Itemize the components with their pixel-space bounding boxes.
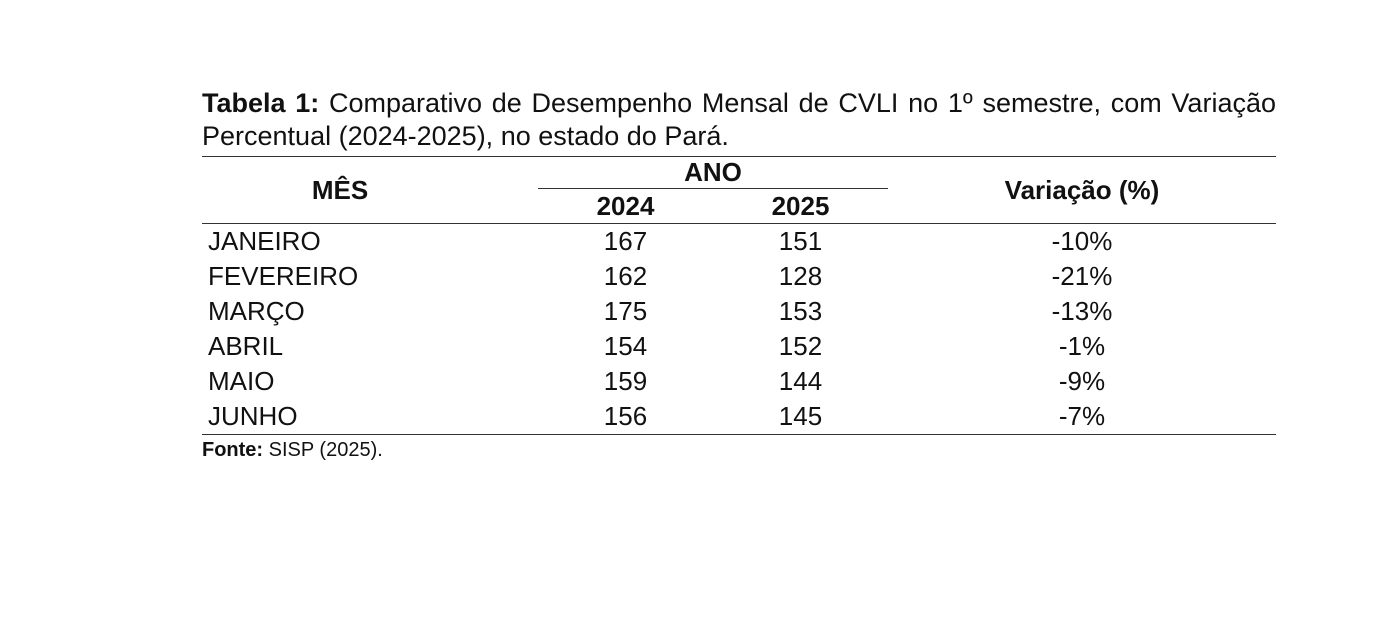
- cell-2024: 154: [603, 331, 648, 361]
- cell-2025: 153: [778, 296, 823, 326]
- cell-2025: 152: [778, 331, 823, 361]
- cell-2024: 175: [603, 296, 648, 326]
- cell-mes: ABRIL: [208, 331, 284, 361]
- table-row: [202, 259, 1276, 294]
- cell-2025: 128: [778, 261, 823, 291]
- table-row: [202, 294, 1276, 329]
- header-year-2024: 2024: [538, 189, 713, 224]
- table-row: [202, 364, 1276, 399]
- header-variacao: Variação (%): [888, 157, 1276, 224]
- header-year-2025: 2025: [713, 189, 888, 224]
- table-row: [202, 399, 1276, 435]
- caption-label: Tabela 1:: [202, 88, 320, 118]
- table-caption: [202, 87, 1276, 153]
- cell-mes: MARÇO: [208, 296, 305, 326]
- caption-text: Comparativo de Desempenho Mensal de CVLI no 1º semestre, com Variação Percentual (2024-2025), no estado do Pará.: [202, 88, 1276, 151]
- header-row-1: [202, 157, 1276, 190]
- source-text: SISP (2025).: [268, 439, 383, 461]
- cell-2024: 159: [603, 366, 648, 396]
- cell-variacao: -21%: [1051, 261, 1113, 291]
- cell-mes: JANEIRO: [208, 226, 321, 256]
- header-ano: ANO: [538, 157, 888, 189]
- header-ano-group: [538, 157, 888, 190]
- cell-variacao: -10%: [1051, 226, 1113, 256]
- cell-2025: 151: [778, 226, 823, 256]
- cell-2024: 162: [603, 261, 648, 291]
- table-row: [202, 329, 1276, 364]
- cell-mes: JUNHO: [202, 399, 538, 435]
- cell-2025: 144: [778, 366, 823, 396]
- cell-2024: 167: [603, 226, 648, 256]
- source-label: Fonte:: [202, 439, 264, 461]
- table-block: [202, 87, 1276, 462]
- table-header: [202, 157, 1276, 224]
- table-row: [202, 224, 1276, 260]
- table-body: [202, 224, 1276, 435]
- cell-2025: 145: [713, 399, 888, 435]
- cell-variacao: -13%: [1051, 296, 1113, 326]
- cell-variacao: -1%: [1058, 331, 1106, 361]
- cell-mes: FEVEREIRO: [208, 261, 359, 291]
- cell-2024: 156: [538, 399, 713, 435]
- table-source: [202, 438, 1276, 462]
- data-table: [202, 156, 1276, 435]
- header-mes: MÊS: [202, 157, 538, 224]
- cell-variacao: -7%: [888, 399, 1276, 435]
- cell-variacao: -9%: [1058, 366, 1106, 396]
- cell-mes: MAIO: [208, 366, 275, 396]
